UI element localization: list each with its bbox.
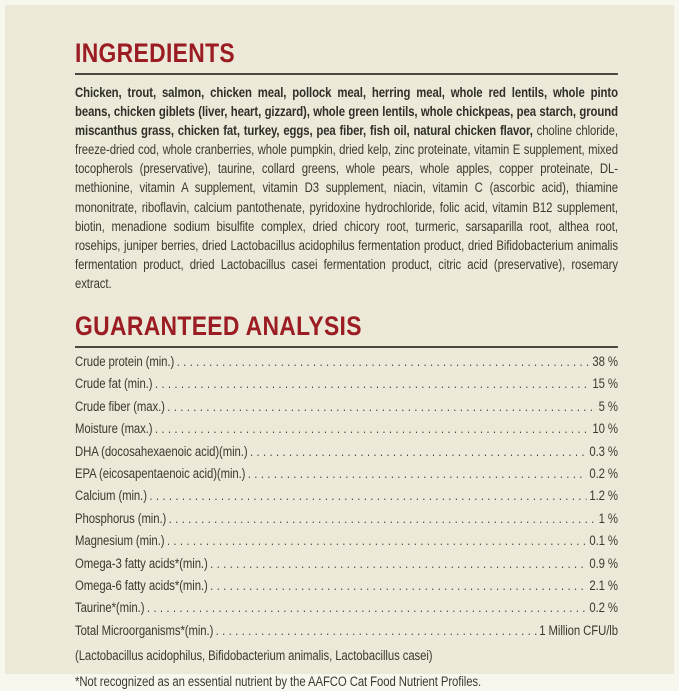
- analysis-row: [75, 466, 618, 488]
- analysis-label: EPA (eicosapentaenoic acid)(min.): [75, 465, 246, 481]
- analysis-row: [75, 511, 618, 533]
- analysis-row: [75, 376, 618, 398]
- analysis-label: Crude protein (min.): [75, 354, 175, 370]
- dot-leader: [149, 489, 586, 503]
- analysis-row: [75, 623, 618, 645]
- analysis-value: 38 %: [592, 354, 618, 370]
- dot-leader: [155, 377, 590, 391]
- analysis-row: [75, 578, 618, 600]
- analysis-value: 2.1 %: [589, 577, 618, 593]
- analysis-label: Total Microorganisms*(min.): [75, 622, 214, 638]
- dot-leader: [248, 467, 587, 481]
- dot-leader: [147, 601, 587, 615]
- analysis-row: [75, 421, 618, 443]
- analysis-label: Crude fiber (max.): [75, 398, 165, 414]
- analysis-footnote: *Not recognized as an essential nutrient by the AAFCO Cat Food Nutrient Profiles.: [75, 674, 482, 690]
- dot-leader: [250, 445, 587, 459]
- analysis-value: 1 %: [598, 510, 618, 526]
- label-content: [75, 38, 618, 691]
- dot-leader: [167, 400, 596, 414]
- dot-leader: [167, 534, 587, 548]
- ingredients-heading: INGREDIENTS: [75, 38, 236, 68]
- analysis-row: [75, 533, 618, 555]
- analysis-row: [75, 399, 618, 421]
- analysis-row: [75, 488, 618, 510]
- dot-leader: [155, 422, 590, 436]
- dot-leader: [216, 624, 537, 638]
- analysis-label: Omega-6 fatty acids*(min.): [75, 577, 208, 593]
- dot-leader: [210, 579, 587, 593]
- analysis-label: Moisture (max.): [75, 421, 153, 437]
- analysis-label: DHA (docosahexaenoic acid)(min.): [75, 443, 248, 459]
- analysis-label: Phosphorus (min.): [75, 510, 167, 526]
- analysis-subnote: (Lactobacillus acidophilus, Bifidobacterium animalis, Lactobacillus casei): [75, 648, 433, 664]
- analysis-label: Omega-3 fatty acids*(min.): [75, 555, 208, 571]
- analysis-label: Magnesium (min.): [75, 533, 165, 549]
- analysis-row: [75, 354, 618, 376]
- ingredients-paragraph: [75, 83, 618, 293]
- analysis-row: [75, 556, 618, 578]
- ingredients-primary-list: Chicken, trout, salmon, chicken meal, pollock meal, herring meal, whole red lentils, whole pinto beans, chicken giblets (liver, heart, gizzard), whole green lentils, whole chickpeas, pea starch, ground miscanthus grass, chicken fat, turkey, eggs, pea fiber, fish oil, natural chicken flavor,: [75, 85, 618, 139]
- ingredients-divider: [75, 73, 618, 75]
- analysis-value: 5 %: [598, 398, 618, 414]
- analysis-table: [75, 354, 618, 645]
- dot-leader: [169, 512, 596, 526]
- analysis-value: 0.9 %: [589, 555, 618, 571]
- guaranteed-analysis-heading: GUARANTEED ANALYSIS: [75, 311, 362, 342]
- analysis-value: 15 %: [592, 376, 618, 392]
- analysis-value: 1 Million CFU/lb: [539, 622, 618, 638]
- analysis-row: [75, 600, 618, 622]
- analysis-value: 1.2 %: [589, 488, 618, 504]
- analysis-label: Crude fat (min.): [75, 376, 153, 392]
- analysis-value: 10 %: [592, 421, 618, 437]
- analysis-label: Calcium (min.): [75, 488, 147, 504]
- analysis-label: Taurine*(min.): [75, 600, 145, 616]
- analysis-value: 0.2 %: [589, 600, 618, 616]
- dot-leader: [210, 557, 587, 571]
- dot-leader: [177, 355, 590, 369]
- analysis-value: 0.2 %: [589, 465, 618, 481]
- analysis-value: 0.3 %: [589, 443, 618, 459]
- analysis-value: 0.1 %: [589, 533, 618, 549]
- analysis-row: [75, 444, 618, 466]
- ingredients-secondary-list: choline chloride, freeze-dried cod, whole cranberries, whole pumpkin, dried kelp, zinc proteinate, vitamin E supplement, mixed tocopherols (preservative), taurine, collard greens, whole pears, whole apples, copper proteinate, DL-methionine, vitamin A supplement, vitamin D3 supplement, niacin, vitamin C (ascorbic acid), thiamine mononitrate, riboflavin, calcium pantothenate, pyridoxine hydrochloride, folic acid, vitamin B12 supplement, biotin, menadione sodium bisulfite complex, dried chicory root, turmeric, sarsaparilla root, althea root, rosehips, juniper berries, dried Lactobacillus acidophilus fermentation product, dried Bifidobacterium animalis fermentation product, dried Lactobacillus casei fermentation product, citric acid (preservative), rosemary extract.: [75, 123, 618, 291]
- guaranteed-analysis-divider: [75, 346, 618, 348]
